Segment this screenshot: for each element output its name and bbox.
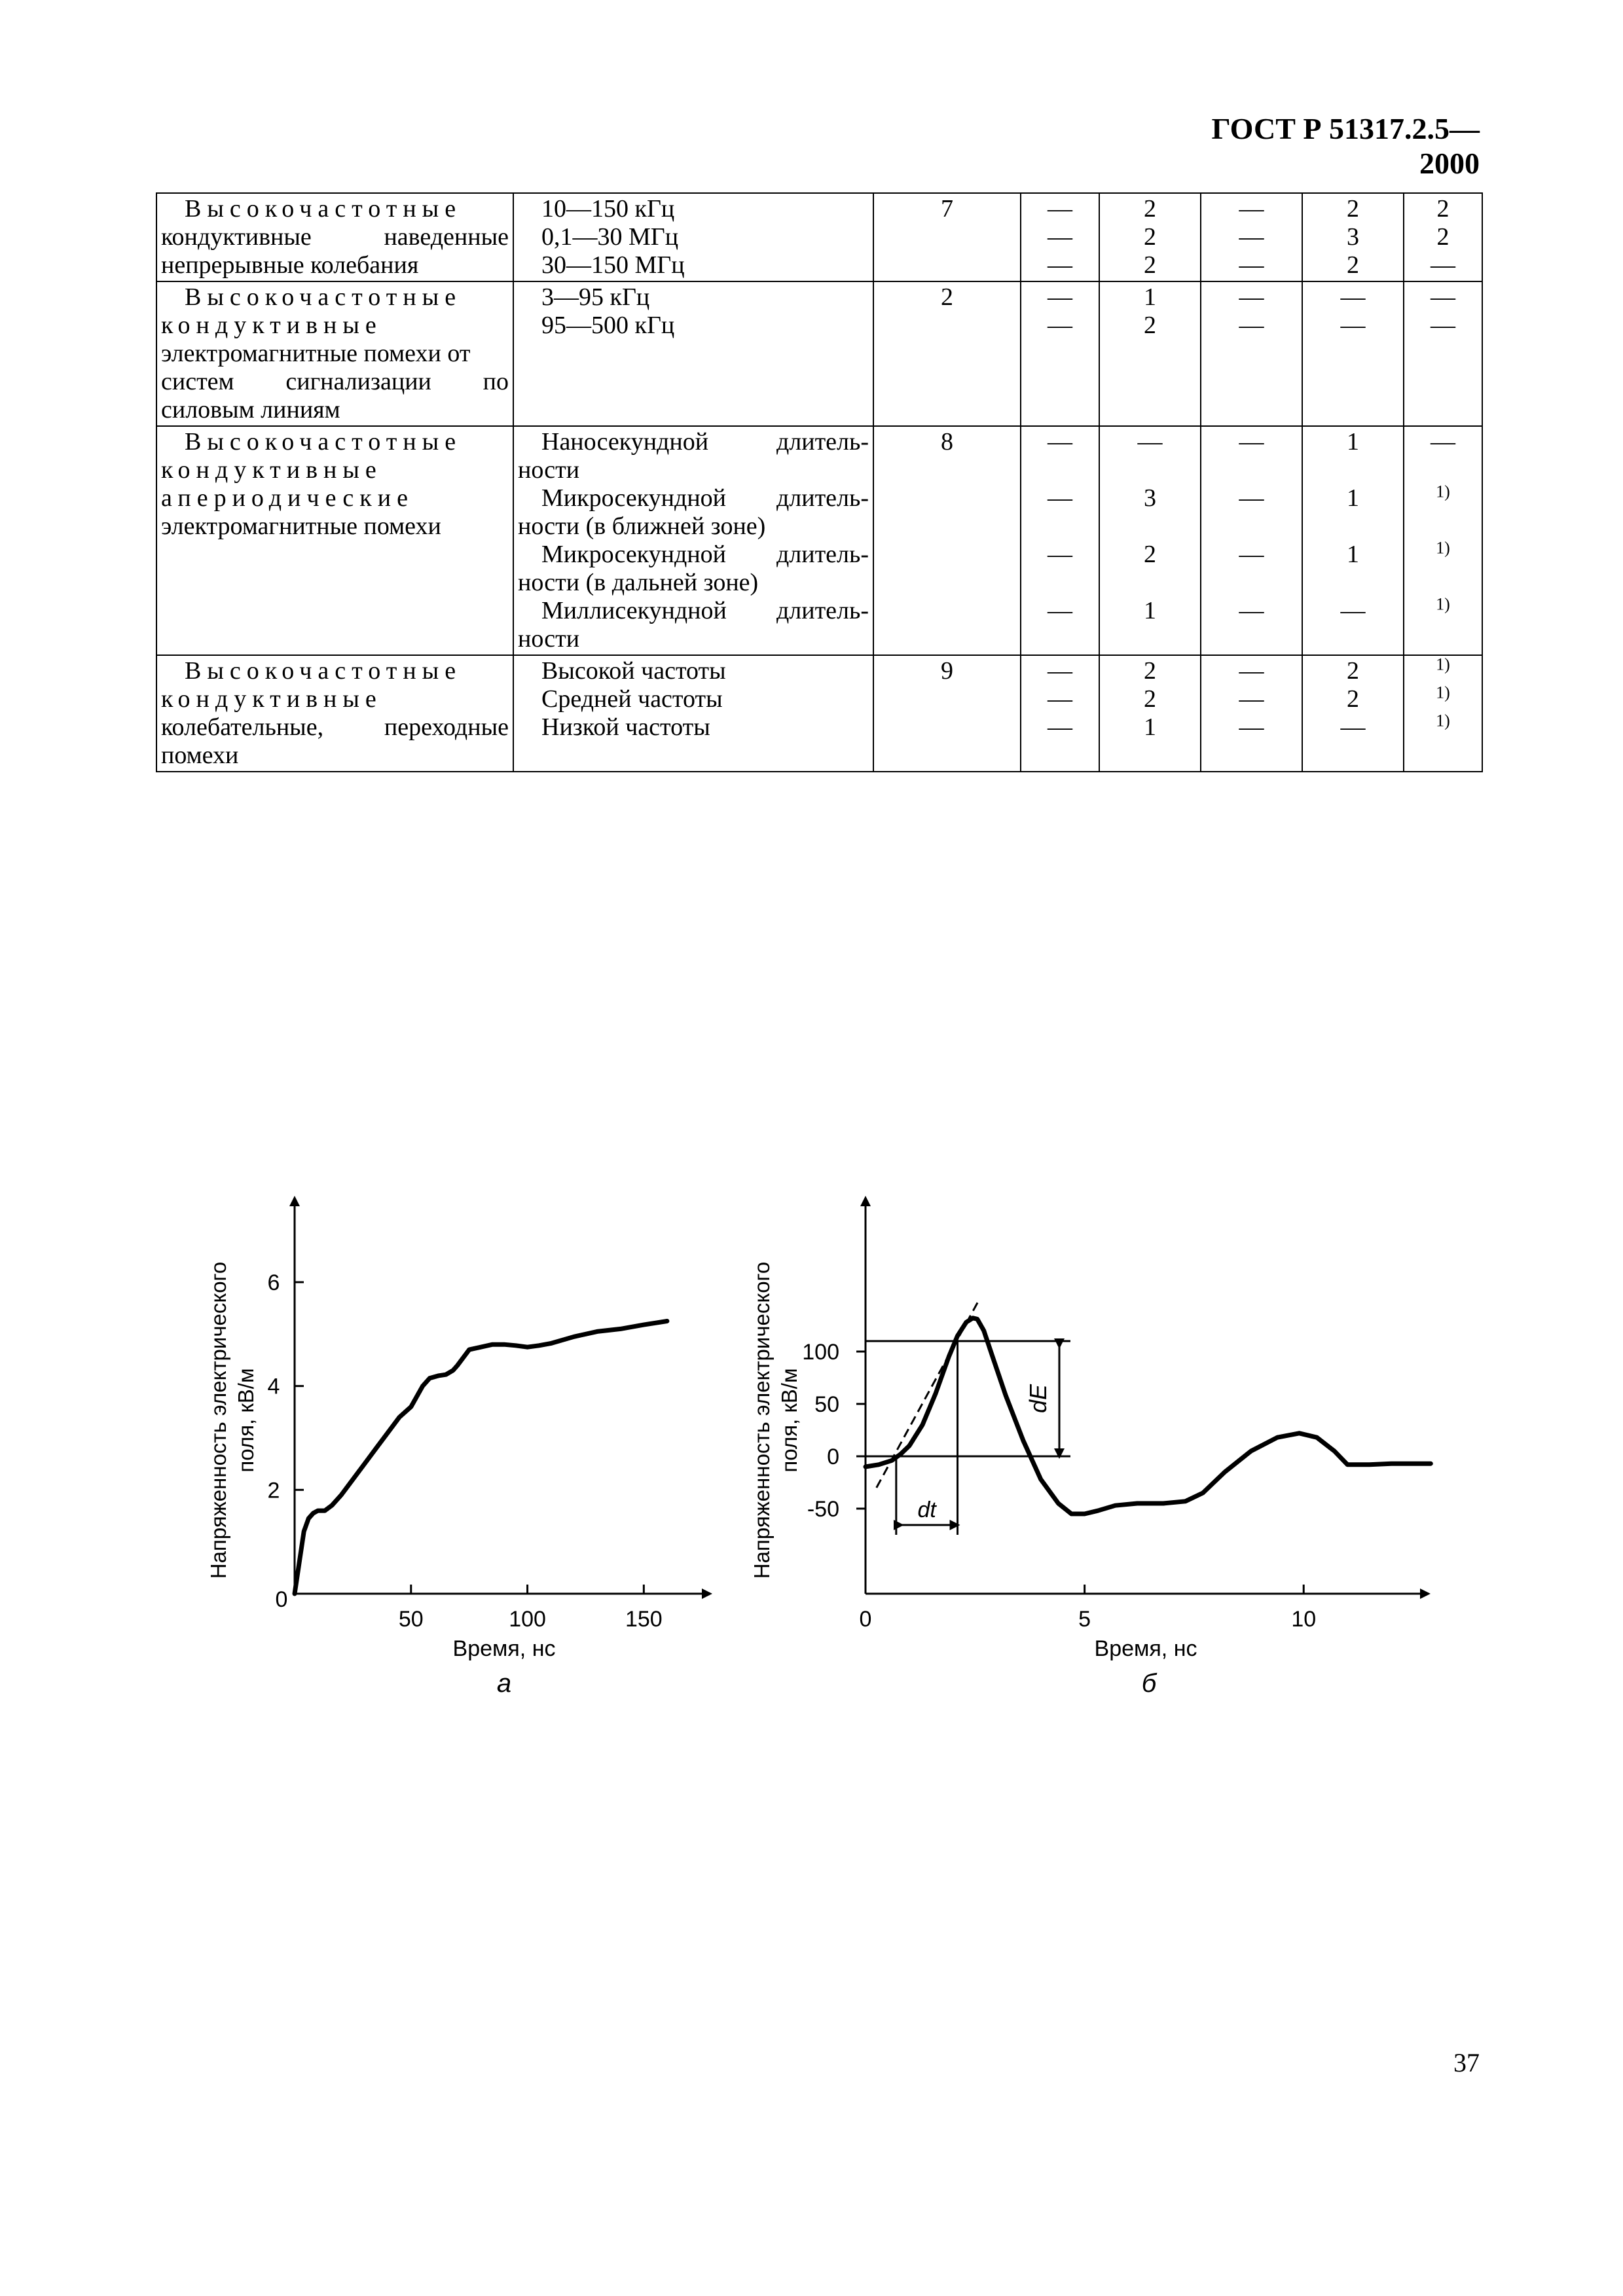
cell-text: апериодические	[161, 484, 414, 512]
cell-text: непрерывные колебания	[161, 251, 419, 279]
dE-label	[1025, 1384, 1051, 1413]
cell-text: Микросекундной длитель-	[541, 484, 869, 512]
y-tick-label: 0	[827, 1444, 839, 1469]
dE-label-text: dE	[1025, 1384, 1051, 1414]
cell-text: 0,1—30 МГц	[541, 223, 679, 251]
y-axis-label-line: поля, кВ/м	[234, 1368, 258, 1473]
cell-text: Микросекундной длитель-	[541, 541, 869, 568]
y-tick-label: 100	[802, 1340, 839, 1365]
cell-text: ности (в дальней зоне)	[518, 569, 759, 596]
cell-text: колебательные, переходные	[161, 713, 509, 741]
level-cell: — — — —	[1201, 426, 1302, 655]
cell-text: ности	[518, 456, 580, 484]
level-cell: — —	[1302, 281, 1404, 426]
cell-text: кондуктивные наведенные	[161, 223, 509, 251]
footnote-mark: 1)	[1436, 482, 1450, 501]
figure-a-plot	[295, 1321, 667, 1594]
dt-label: dt	[917, 1498, 936, 1522]
cell-text: электромагнитные помехи	[161, 512, 441, 540]
cell-text: ности	[518, 625, 580, 653]
y-tick-label: 2	[267, 1478, 280, 1503]
document-header: ГОСТ Р 51317.2.5—2000	[1211, 112, 1480, 180]
cell-text: систем сигнализации по	[161, 368, 509, 395]
level-cell: — — —	[1201, 193, 1302, 281]
figure-b-axes	[750, 1201, 1425, 1698]
footnote-mark: 1)	[1436, 711, 1450, 730]
cell-text: кондуктивные	[161, 312, 382, 339]
x-tick-label: 10	[1291, 1607, 1317, 1632]
level-cell: 1 2	[1099, 281, 1201, 426]
cell-text: кондуктивные	[161, 456, 382, 484]
x-tick-label: 150	[625, 1607, 663, 1632]
y-tick-label: 50	[814, 1392, 839, 1417]
level-cell: — — —	[1021, 655, 1099, 772]
footnote-mark: 1)	[1436, 538, 1450, 558]
cell-text: 3—95 кГц	[541, 283, 650, 311]
level-cell: — —	[1021, 281, 1099, 426]
y-tick-label: -50	[807, 1497, 839, 1522]
level-cell: 2 2 1	[1099, 655, 1201, 772]
x-tick-label: 0	[859, 1607, 872, 1632]
cell-text: 7	[941, 195, 953, 223]
x-tick-label: 5	[1078, 1607, 1091, 1632]
cell-text: Высокочастотные	[185, 195, 462, 223]
y-axis-label-line: Напряженность электрического	[750, 1261, 774, 1579]
y-axis-label	[750, 1262, 801, 1579]
level-cell: 2 3 2	[1302, 193, 1404, 281]
cell-text: 2	[941, 283, 953, 311]
y-tick-label: 6	[267, 1270, 280, 1295]
cell-text: электромагнитные помехи от	[161, 340, 471, 367]
cell-text: силовым линиям	[161, 396, 340, 423]
level-cell: 2 2 —	[1404, 193, 1482, 281]
level-cell: 2 2 —	[1302, 655, 1404, 772]
origin-label: 0	[275, 1587, 288, 1612]
cell-text: Миллисекундной длитель-	[541, 597, 869, 624]
x-tick-label: 50	[398, 1607, 424, 1632]
series-line	[866, 1318, 1431, 1514]
figure-caption: а	[496, 1669, 512, 1698]
cell-text: Высокочастотные	[185, 283, 462, 311]
cell-text: ности (в ближней зоне)	[518, 512, 766, 540]
level-cell: — — —	[1201, 655, 1302, 772]
cell-text: Высокочастотные	[185, 657, 462, 685]
cell-text: 10—150 кГц	[541, 195, 675, 223]
cell-text: 95—500 кГц	[541, 312, 675, 339]
cell-text: Низкой частоты	[541, 713, 710, 741]
level-cell: — —	[1404, 281, 1482, 426]
x-tick-label: 100	[509, 1607, 546, 1632]
series-line	[295, 1321, 667, 1594]
cell-text: 30—150 МГц	[541, 251, 685, 279]
y-axis-label-line: Напряженность электрического	[206, 1261, 230, 1579]
cell-text: помехи	[161, 742, 239, 769]
level-cell: — — — —	[1021, 426, 1099, 655]
y-tick-label: 4	[267, 1374, 280, 1399]
level-cell: 1 1 1 —	[1302, 426, 1404, 655]
x-axis-label: Время, нс	[452, 1636, 556, 1661]
cell-text: Высокой частоты	[541, 657, 726, 685]
cell-text: кондуктивные	[161, 685, 382, 713]
level-cell: — 3 2 1	[1099, 426, 1201, 655]
figure-a-axes	[206, 1201, 707, 1698]
cell-text: 8	[941, 428, 953, 456]
cell-text: Высокочастотные	[185, 428, 462, 456]
figure-b-plot	[866, 1318, 1431, 1514]
cell-text: Наносекундной длитель-	[541, 428, 869, 456]
figure-caption: б	[1141, 1669, 1157, 1698]
page-number: 37	[1453, 2048, 1480, 2077]
footnote-mark: 1)	[1436, 683, 1450, 702]
level-cell: 2 2 2	[1099, 193, 1201, 281]
level-cell: — —	[1201, 281, 1302, 426]
footnote-mark: 1)	[1436, 655, 1450, 674]
cell-text: 9	[941, 657, 953, 685]
y-axis-label-line: поля, кВ/м	[777, 1368, 801, 1473]
x-axis-label: Время, нс	[1094, 1636, 1197, 1661]
level-cell: — $^{1)}$ $^{1)}$ $^{1)}$	[1404, 426, 1482, 655]
level-cell: — — —	[1021, 193, 1099, 281]
y-axis-label	[206, 1262, 258, 1579]
cell-text: Средней частоты	[541, 685, 723, 713]
footnote-mark: 1)	[1436, 594, 1450, 614]
